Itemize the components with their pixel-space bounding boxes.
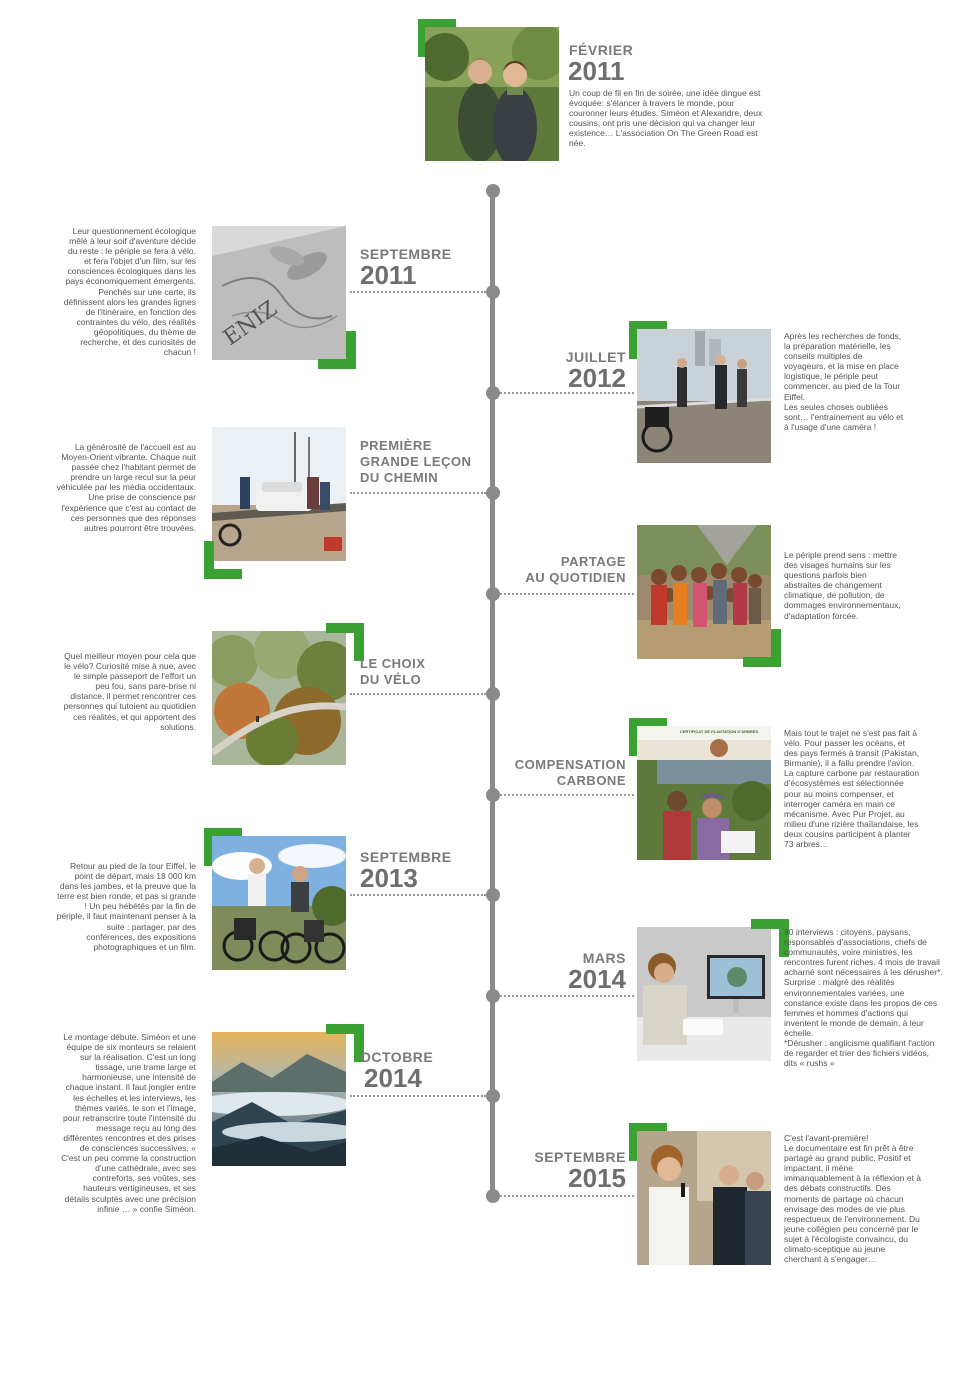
entry-text: Après les recherches de fonds, la préparation matérielle, les conseils multiples de voyageurs, et la mise en place logistique, le périple peut commencer, au pied de la Tour Eiffel. Les seules choses oubliées sont… l'entrainement au vélo et à l'usage d'une caméra ! [784,331,904,432]
entry-year: 2013 [360,863,418,893]
timeline-node [486,989,500,1003]
photo-bikes-return [212,836,346,970]
entry-year: 2011 [360,260,417,290]
entry-text: 90 interviews : citoyens, paysans, responsables d'associations, chefs de communautés, voire ministres, les rencontres furent riches. 4 mois de travail acharné sont nécessaires à les dérusher*. Surprise : malgré des réalités environnementales variées, une constance existe dans les propos de ces femmes et hommes d'actions qui inventent le monde de demain, à leur échelle. *Dérusher : anglicisme qualifiant l'action de regarder et trier des fichiers vidéos, dits « rushs » [784,927,943,1069]
timeline-connector [500,593,634,595]
timeline-node [486,687,500,701]
timeline-connector [500,794,634,796]
timeline-node [486,486,500,500]
timeline-node [486,888,500,902]
timeline-start-node [486,184,500,198]
entry-title: PREMIÈRE GRANDE LEÇON DU CHEMIN [360,438,472,485]
entry-text: Le périple prend sens : mettre des visages humains sur les questions parfois bien abstraites de changement climatique, de pollution, de dommages environnementaux, d'adaptation forcée. [784,550,901,621]
timeline-connector [350,894,486,896]
entry-text: Retour au pied de la tour Eiffel, le point de départ, mais 18 000 km dans les jambes, et la preuve que la terre est bien ronde, et pas si grande ! Un peu hébétés par la fin de périple, il faut maintenant penser à la suite : partager, par des conférences, des expositions photographiques et un film. [56,861,196,952]
entry-year: 2011 [568,56,625,86]
timeline-connector [350,291,486,293]
entry-title: COMPENSATION CARBONE [514,757,626,788]
entry-text: Le montage débute. Siméon et une équipe de six monteurs se relaient sur la réalisation. C'est un long tissage, une trame large et harmonieuse, une intensité de chaque instant. Il faut jongler entre les échelles et les interviews, les thèmes variés, le son et l'image, pour retranscrire toute l'intensité du message reçu au long des différentes rencontres et des prises de consciences successives. « C'est un peu comme la construction d'une cathédrale, avec ses contreforts, ses voûtes, ses hauteurs vertigineuses, et ses détails sculptés avec une précision infinie … » confie Siméon. [61,1032,196,1214]
entry-year: 2014 [568,964,626,994]
green-corner-accent [318,331,356,369]
svg-text:ENIZ: ENIZ [219,296,283,351]
entry-year: 2012 [568,363,626,393]
entry-text: C'est l'avant-première! Le documentaire est fin prêt à être partagé au grand public. Positif et impactant, il mène immanquablement à la réflexion et à des débats constructifs. Des moments de partage où chacun envisage des modes de vie plus respectueux de l'environnement. Du jeune collégien peu concerné par le sujet à l'écologiste convaincu, du climato-sceptique au jeune cherchant à s'engager… [784,1133,922,1265]
entry-month: FÉVRIER [569,42,634,58]
entry-month: SEPTEMBRE [534,1149,626,1165]
entry-title: PARTAGE AU QUOTIDIEN [525,554,626,585]
entry-year: 2014 [364,1063,422,1093]
timeline-node [486,587,500,601]
green-corner-accent [204,541,242,579]
green-corner-accent [326,1024,364,1062]
entry-month: SEPTEMBRE [360,246,452,262]
certificate-heading: CERTIFICAT DE PLANTATION D'ARBRES [679,729,759,734]
entry-text: La générosité de l'accueil est au Moyen-Orient vibrante. Chaque nuit passée chez l'habitant permet de prendre un large recul sur la peur véhiculée par les média occidentaux. Une prise de conscience par l'expérience que c'est au contact de ces personnes que des réponses autres pourront être trouvées. [56,442,196,533]
entry-text: Un coup de fil en fin de soirée, une idée dingue est évoquée: s'élancer à travers le monde, pour couronner leurs études. Siméon et Alexandre, deux cousins, ont pris une décision qui va changer leur existence… L'association On The Green Road est née. [569,88,763,149]
entry-month: JUILLET [565,349,626,365]
entry-month: MARS [582,950,626,966]
photo-two-cousins [425,27,559,161]
timeline-node [486,1089,500,1103]
timeline-node [486,788,500,802]
timeline-connector [500,995,634,997]
entry-year: 2015 [568,1163,626,1193]
entry-text: Quel meilleur moyen pour cela que le vélo? Curiosité mise à nue, avec le simple passeport de l'effort un peu fou, sans pare-brise ni distance, il permet rencontrer ces personnes qui tutoient au quotidien ces réalités, et qui apportent des solutions. [63,651,196,732]
photo-premiere-screening [637,1131,771,1265]
entry-month: SEPTEMBRE [360,849,452,865]
photo-tree-planting [637,726,771,860]
timeline-node [486,285,500,299]
timeline-connector [350,492,486,494]
photo-eiffel-departure [637,329,771,463]
entry-text: Mais tout le trajet ne s'est pas fait à vélo. Pour passer les océans, et des pays fermés à transit (Pakistan, Birmanie), il a fallu prendre l'avion. La capture carbone par restauration d'écosystèmes est sélectionnée pour au moins compenser, et interroger caméra en main ce mécanisme. Avec Pur Projet, au milieu d'une rizière thaïlandaise, les deux cousins participent à planter 73 arbres… [784,728,920,850]
entry-title: LE CHOIX DU VÉLO [360,656,426,687]
green-corner-accent [743,629,781,667]
timeline-connector [350,1095,486,1097]
timeline-connector [500,1195,634,1197]
entry-month: OCTOBRE [360,1049,434,1065]
green-corner-accent [326,623,364,661]
timeline-connector [350,693,486,695]
timeline-end-node [486,1189,500,1203]
timeline-node [486,386,500,400]
entry-text: Leur questionnement écologique mêlé à leur soif d'aventure décide du reste : le périple se fera à vélo, et fera l'objet d'un film, sur les consciences écologiques dans les pays économiquement émergents. Penchés sur une carte, ils définissent alors les grandes lignes de l'itinéraire, en fonction des contraintes du vélo, des réalités géopolitiques, du thème de recherche, et des curiosités de chacun ! [63,226,196,358]
